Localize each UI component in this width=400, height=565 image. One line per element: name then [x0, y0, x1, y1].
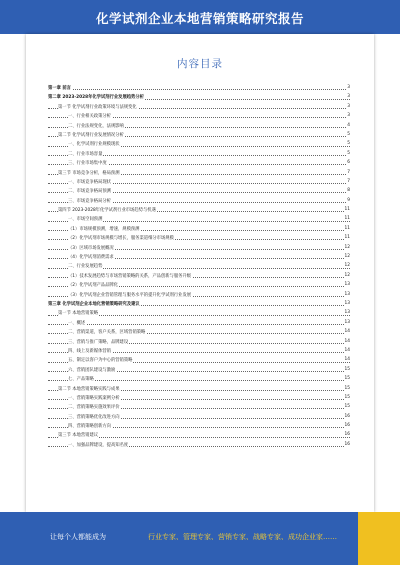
toc-entry-label: 一、市场空间预测: [68, 217, 103, 223]
toc-entry-label: 六、营销团队建设与激励: [68, 367, 116, 373]
toc-entry[interactable]: [26, 122, 374, 131]
toc-entry-page: 9: [347, 197, 350, 203]
toc-entry-label: 四、营销策略创新方向: [68, 424, 111, 430]
toc-entry-label: 三、行业市场集中度: [68, 161, 107, 167]
toc-entry-page: 3: [347, 94, 350, 100]
toc-entry-page: 3: [347, 113, 350, 119]
toc-entry-page: 13: [344, 282, 350, 288]
toc-entry-label: 三、营销策略优化改进方向: [68, 414, 120, 420]
toc-entry[interactable]: [26, 272, 374, 281]
toc-entry-label: 二、营销渠道，客户关系，区域营销策略: [68, 330, 146, 336]
toc-entry-page: 8: [347, 188, 350, 194]
footer-slogan-left: 让每个人都能成为: [50, 533, 106, 541]
toc-entry-page: 13: [344, 310, 350, 316]
toc-entry[interactable]: [26, 300, 374, 309]
toc-entry[interactable]: [26, 394, 374, 403]
toc-entry-page: 15: [344, 376, 350, 382]
toc-entry-page: 3: [347, 103, 350, 109]
footer-corner-accent: [358, 512, 400, 565]
toc-entry-label: 第二节 本地营销策略实践与成果: [58, 386, 120, 392]
toc-entry[interactable]: [26, 103, 374, 112]
toc-entry-label: 一、加强品牌建设，提高知名度: [68, 442, 129, 448]
toc-entry-page: 16: [344, 441, 350, 447]
toc-entry[interactable]: [26, 309, 374, 318]
toc-entry-label: 二、营销策略实施效果评价: [68, 405, 120, 411]
toc-entry-label: 三、营销与推广策略，品牌建设: [68, 339, 129, 345]
toc-entry-label: 七、产品策略: [68, 377, 94, 383]
toc-list: [26, 84, 374, 450]
toc-heading: 内容目录: [177, 58, 223, 70]
toc-entry-page: 14: [344, 338, 350, 344]
toc-entry-label: 一、化学试剂行业规模现状: [68, 142, 120, 148]
toc-entry[interactable]: [26, 281, 374, 290]
toc-entry-label: 一、营销策略实践案例分析: [68, 395, 120, 401]
toc-entry-page: 3: [347, 85, 350, 90]
toc-leader-dots: [48, 89, 350, 90]
toc-entry[interactable]: [26, 206, 374, 215]
toc-entry-page: 12: [344, 254, 350, 260]
toc-entry-page: 15: [344, 404, 350, 410]
toc-entry-page: 6: [347, 160, 350, 166]
toc-entry[interactable]: [26, 178, 374, 187]
toc-entry-label: （1）技术发展趋势与市场营销策略的关系，产品创新与服务升级: [68, 273, 192, 279]
toc-entry-page: 11: [344, 207, 350, 213]
toc-entry-label: 二、市场竞争格局预测: [68, 189, 111, 195]
toc-entry-label: （4）化学试剂消费需求: [68, 255, 114, 261]
toc-entry[interactable]: [26, 356, 374, 365]
toc-entry-label: 第三章 化学试剂企业本地化营销策略研究及建议: [48, 301, 140, 307]
toc-entry-page: 12: [344, 272, 350, 278]
top-banner: [0, 0, 400, 34]
toc-entry-page: 15: [344, 366, 350, 372]
toc-entry[interactable]: [26, 328, 374, 337]
toc-entry-page: 14: [344, 347, 350, 353]
toc-entry-label: 二、行业发展趋势: [68, 264, 103, 270]
toc-entry-label: 第四节 2023-2028年化学试剂行业市场趋势与机遇: [58, 208, 156, 214]
toc-entry-label: 二、行业市场容量: [68, 151, 103, 157]
toc-entry-page: 16: [344, 413, 350, 419]
toc-entry[interactable]: [26, 159, 374, 168]
toc-entry-page: 13: [344, 291, 350, 297]
toc-entry[interactable]: [26, 131, 374, 140]
toc-entry-page: 11: [344, 225, 350, 231]
toc-entry-label: 第二节 化学试剂行业发展情况分析: [58, 132, 124, 138]
toc-entry-page: 7: [347, 169, 350, 175]
toc-entry-page: 16: [344, 432, 350, 438]
toc-entry-label: 一、行业相关政策分析: [68, 114, 111, 120]
toc-entry-page: 4: [347, 122, 350, 128]
toc-entry-label: 第三节 本地营销建议: [58, 433, 99, 439]
toc-entry-label: 四、线上及新媒体营销: [68, 348, 111, 354]
toc-entry[interactable]: [26, 431, 374, 440]
toc-entry[interactable]: [26, 225, 374, 234]
toc-entry[interactable]: [26, 150, 374, 159]
toc-entry[interactable]: [26, 244, 374, 253]
toc-entry-page: 16: [344, 423, 350, 429]
toc-entry[interactable]: [26, 413, 374, 422]
footer-banner: [0, 512, 400, 565]
toc-entry[interactable]: [26, 385, 374, 394]
footer-slogan-right: 行业专家、管理专家、营销专家、战略专家、成功企业家……: [148, 533, 337, 541]
toc-entry[interactable]: [26, 234, 374, 243]
toc-entry[interactable]: [26, 140, 374, 149]
toc-entry-label: 第一节 本地营销策略: [58, 311, 99, 317]
toc-entry[interactable]: [26, 422, 374, 431]
toc-entry-label: 第一节 化学试剂行业政策环境与法规变化: [58, 104, 137, 110]
toc-entry-label: 第二章 2023-2028年化学试剂行业发展趋势分析: [48, 95, 144, 101]
toc-entry[interactable]: [26, 215, 374, 224]
toc-entry-label: 一、市场竞争格局现状: [68, 179, 111, 185]
toc-entry-page: 14: [344, 329, 350, 335]
document-page[interactable]: [26, 34, 374, 512]
toc-entry[interactable]: [26, 84, 374, 93]
toc-entry-page: 5: [347, 131, 350, 137]
toc-entry-label: 二、行业法规变化，法规影响: [68, 123, 124, 129]
toc-entry-page: 11: [344, 216, 350, 222]
toc-entry[interactable]: [26, 253, 374, 262]
toc-entry-page: 13: [344, 300, 350, 306]
report-title: 化学试剂企业本地营销策略研究报告: [95, 11, 304, 26]
toc-entry[interactable]: [26, 366, 374, 375]
toc-entry-page: 5: [347, 141, 350, 147]
toc-entry-page: 5: [347, 150, 350, 156]
toc-entry-page: 13: [344, 319, 350, 325]
toc-entry-label: （2）化学试剂产品品牌化: [68, 283, 118, 289]
toc-entry[interactable]: [26, 291, 374, 300]
toc-entry-label: （3）区域市场发展概况: [68, 245, 114, 251]
toc-entry-page: 12: [344, 263, 350, 269]
toc-entry-page: 7: [347, 178, 350, 184]
toc-entry-label: （3）化学试剂企业营销管理与服务水平的提升化学试剂行业发展: [68, 292, 192, 298]
toc-entry[interactable]: [26, 169, 374, 178]
toc-entry-label: 第一章 前言: [48, 86, 71, 91]
toc-entry-page: 14: [344, 357, 350, 363]
toc-entry-page: 11: [344, 235, 350, 241]
toc-entry[interactable]: [26, 347, 374, 356]
toc-entry[interactable]: [26, 262, 374, 271]
toc-entry-label: 三、市场竞争格局分析: [68, 198, 111, 204]
toc-entry-page: 15: [344, 394, 350, 400]
toc-entry-page: 15: [344, 385, 350, 391]
toc-entry[interactable]: [26, 403, 374, 412]
toc-entry-page: 12: [344, 244, 350, 250]
toc-entry-label: 五、制定以客户为中心的营销策略: [68, 358, 133, 364]
toc-entry[interactable]: [26, 197, 374, 206]
toc-entry[interactable]: [26, 93, 374, 102]
toc-leader-dots: [48, 324, 350, 325]
toc-entry[interactable]: [26, 319, 374, 328]
toc-entry-label: 第三节 市场竞争分析，格局预测: [58, 170, 120, 176]
toc-entry[interactable]: [26, 441, 374, 450]
toc-entry[interactable]: [26, 375, 374, 384]
toc-entry-label: 一、概述: [68, 320, 86, 326]
toc-entry-label: （1）市场规模预测，增速，规模预测: [68, 226, 140, 232]
toc-entry[interactable]: [26, 112, 374, 121]
toc-entry[interactable]: [26, 338, 374, 347]
toc-entry[interactable]: [26, 187, 374, 196]
toc-entry-label: （2）化学试剂市场规模与增长，服务渠道细分市场规模: [68, 236, 174, 242]
